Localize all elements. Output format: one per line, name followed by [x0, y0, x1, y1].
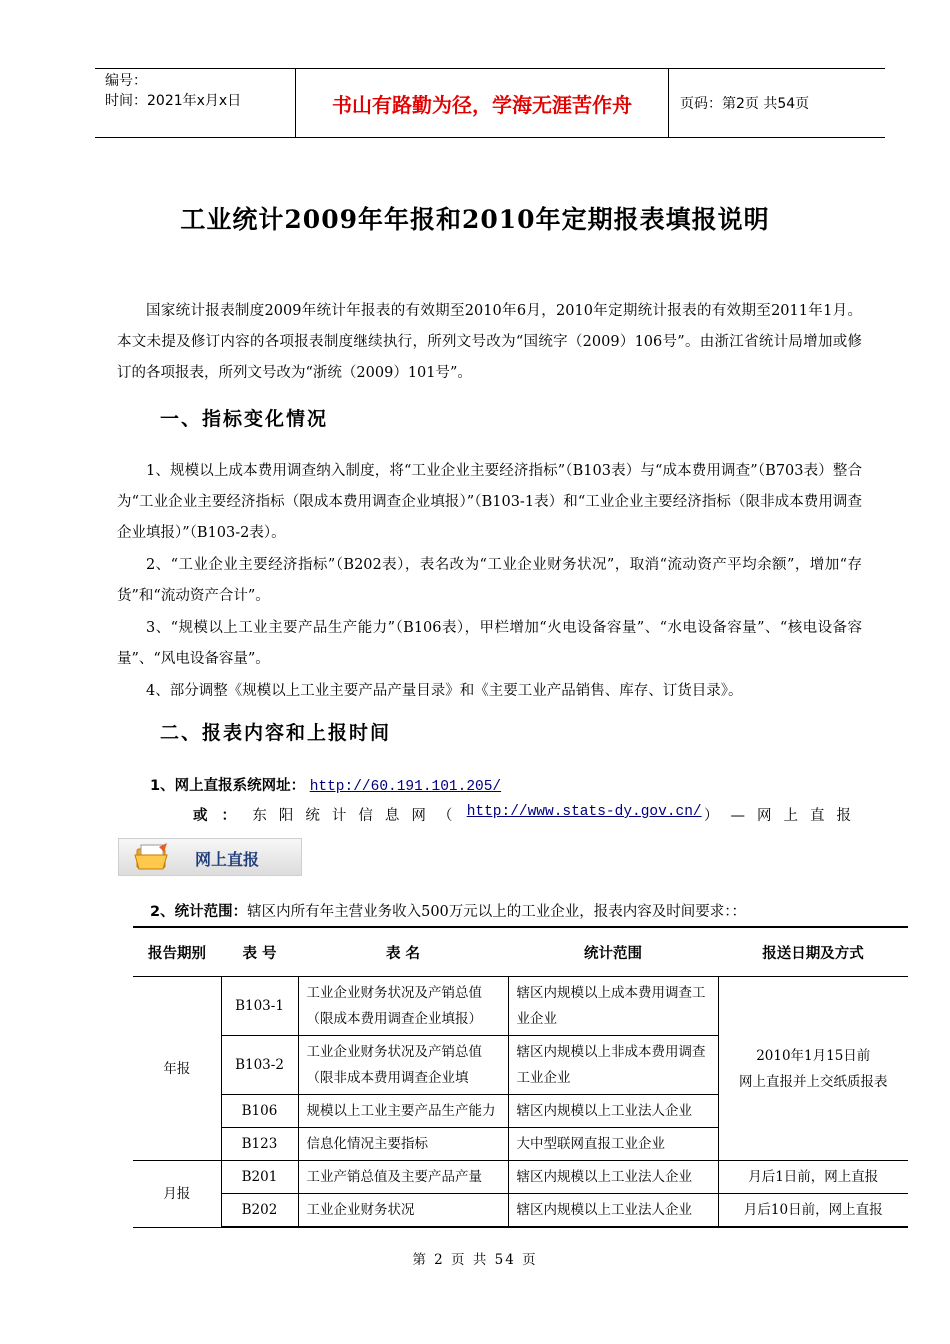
- name-cell: 工业企业财务状况: [298, 1194, 508, 1228]
- period-cell: 年报: [133, 977, 221, 1161]
- column-header: 表 号: [221, 927, 298, 977]
- scope-cell: 大中型联网直报工业企业: [508, 1128, 718, 1161]
- code-cell: B106: [221, 1095, 298, 1128]
- or-text-1: 东阳统计信息网（: [252, 808, 465, 824]
- table-row: [133, 1161, 908, 1194]
- deadline-cell: 月后1日前，网上直报: [718, 1161, 908, 1194]
- column-header: 报送日期及方式: [718, 927, 908, 977]
- scope-cell: 辖区内规模以上工业法人企业: [508, 1095, 718, 1128]
- document-title: 工业统计2009年年报和2010年定期报表填报说明: [180, 205, 770, 234]
- list-item: 4、部分调整《规模以上工业主要产品产量目录》和《主要工业产品销售、库存、订货目录》。: [146, 683, 743, 699]
- name-cell: 工业企业财务状况及产销总值（限成本费用调查企业填报）: [298, 977, 508, 1036]
- stats-site-link[interactable]: http://www.stats-dy.gov.cn/: [466, 804, 702, 820]
- name-cell: 工业企业财务状况及产销总值（限非成本费用调查企业填: [298, 1036, 508, 1095]
- name-cell: 工业产销总值及主要产品产量: [298, 1161, 508, 1194]
- web-url-link[interactable]: http://60.191.101.205/: [309, 779, 502, 795]
- list-item: 3、“规模以上工业主要产品生产能力”（B106表），甲栏增加“火电设备容量”、“水电设备容量”、“核电设备容量”、“风电设备容量”。: [117, 620, 862, 667]
- deadline-cell: 月后10日前，网上直报: [718, 1194, 908, 1228]
- table-header-row: [133, 927, 908, 977]
- scope-cell: 辖区内规模以上非成本费用调查工业企业: [508, 1036, 718, 1095]
- deadline-line-2: 网上直报并上交纸质报表: [739, 1073, 888, 1090]
- web-line: [150, 774, 501, 795]
- scope-label: 2、统计范围：: [150, 904, 248, 920]
- table-row: [133, 1194, 908, 1228]
- name-cell: 信息化情况主要指标: [298, 1128, 508, 1161]
- header-meta: [95, 69, 296, 137]
- folder-icon: [131, 843, 171, 871]
- code-cell: B202: [221, 1194, 298, 1228]
- section-heading-2: 二、报表内容和上报时间: [160, 722, 392, 744]
- serial-label: 编号：: [105, 73, 147, 89]
- scope-text: 辖区内所有年主营业务收入500万元以上的工业企业，报表内容及时间要求：：: [247, 904, 747, 920]
- period-cell: 月报: [133, 1161, 221, 1228]
- or-label: 或：: [193, 808, 250, 824]
- online-report-button[interactable]: [118, 838, 302, 876]
- code-cell: B201: [221, 1161, 298, 1194]
- scope-cell: 辖区内规模以上工业法人企业: [508, 1194, 718, 1228]
- or-text-2: ）—网上直报: [703, 808, 863, 824]
- page-info: 页码：第2页 共54页: [680, 96, 810, 112]
- list-item: 2、“工业企业主要经济指标”（B202表），表名改为“工业企业财务状况”，取消“流动资产平均余额”，增加“存货”和“流动资产合计”。: [117, 557, 862, 604]
- table-row: [133, 977, 908, 1036]
- deadline-cell: [718, 977, 908, 1161]
- time-label: 时间：2021年x月x日: [105, 93, 242, 109]
- page-header: [95, 68, 885, 138]
- page-footer: 第 2 页 共 54 页: [412, 1252, 538, 1268]
- intro-paragraph: 国家统计报表制度2009年统计年报表的有效期至2010年6月，2010年定期统计报表的有效期至2011年1月。本文未提及修订内容的各项报表制度继续执行，所列文号改为“国统字（2009）106号”。由浙江省统计局增加或修订的各项报表，所列文号改为“浙统（2009）101号”。: [117, 303, 862, 381]
- section-heading-1: 一、指标变化情况: [160, 408, 329, 430]
- code-cell: B123: [221, 1128, 298, 1161]
- column-header: 统计范围: [508, 927, 718, 977]
- report-schedule-table: [133, 926, 908, 1228]
- column-header: 表 名: [298, 927, 508, 977]
- scope-cell: 辖区内规模以上成本费用调查工业企业: [508, 977, 718, 1036]
- scope-cell: 辖区内规模以上工业法人企业: [508, 1161, 718, 1194]
- or-line: [193, 804, 863, 825]
- code-cell: B103-2: [221, 1036, 298, 1095]
- scope-line: [150, 900, 746, 921]
- deadline-line-1: 2010年1月15日前: [756, 1047, 871, 1064]
- web-label: 1、网上直报系统网址：: [150, 778, 306, 794]
- name-cell: 规模以上工业主要产品生产能力: [298, 1095, 508, 1128]
- motto: 书山有路勤为径，学海无涯苦作舟: [296, 69, 669, 137]
- column-header: 报告期别: [133, 927, 221, 977]
- list-item: 1、规模以上成本费用调查纳入制度，将“工业企业主要经济指标”（B103表）与“成本费用调查”（B703表）整合为“工业企业主要经济指标（限成本费用调查企业填报）”（B103-1表）和“工业企业主要经济指标（限非成本费用调查企业填报）”（B103-2表）。: [117, 463, 862, 541]
- code-cell: B103-1: [221, 977, 298, 1036]
- online-report-label: 网上直报: [195, 850, 260, 869]
